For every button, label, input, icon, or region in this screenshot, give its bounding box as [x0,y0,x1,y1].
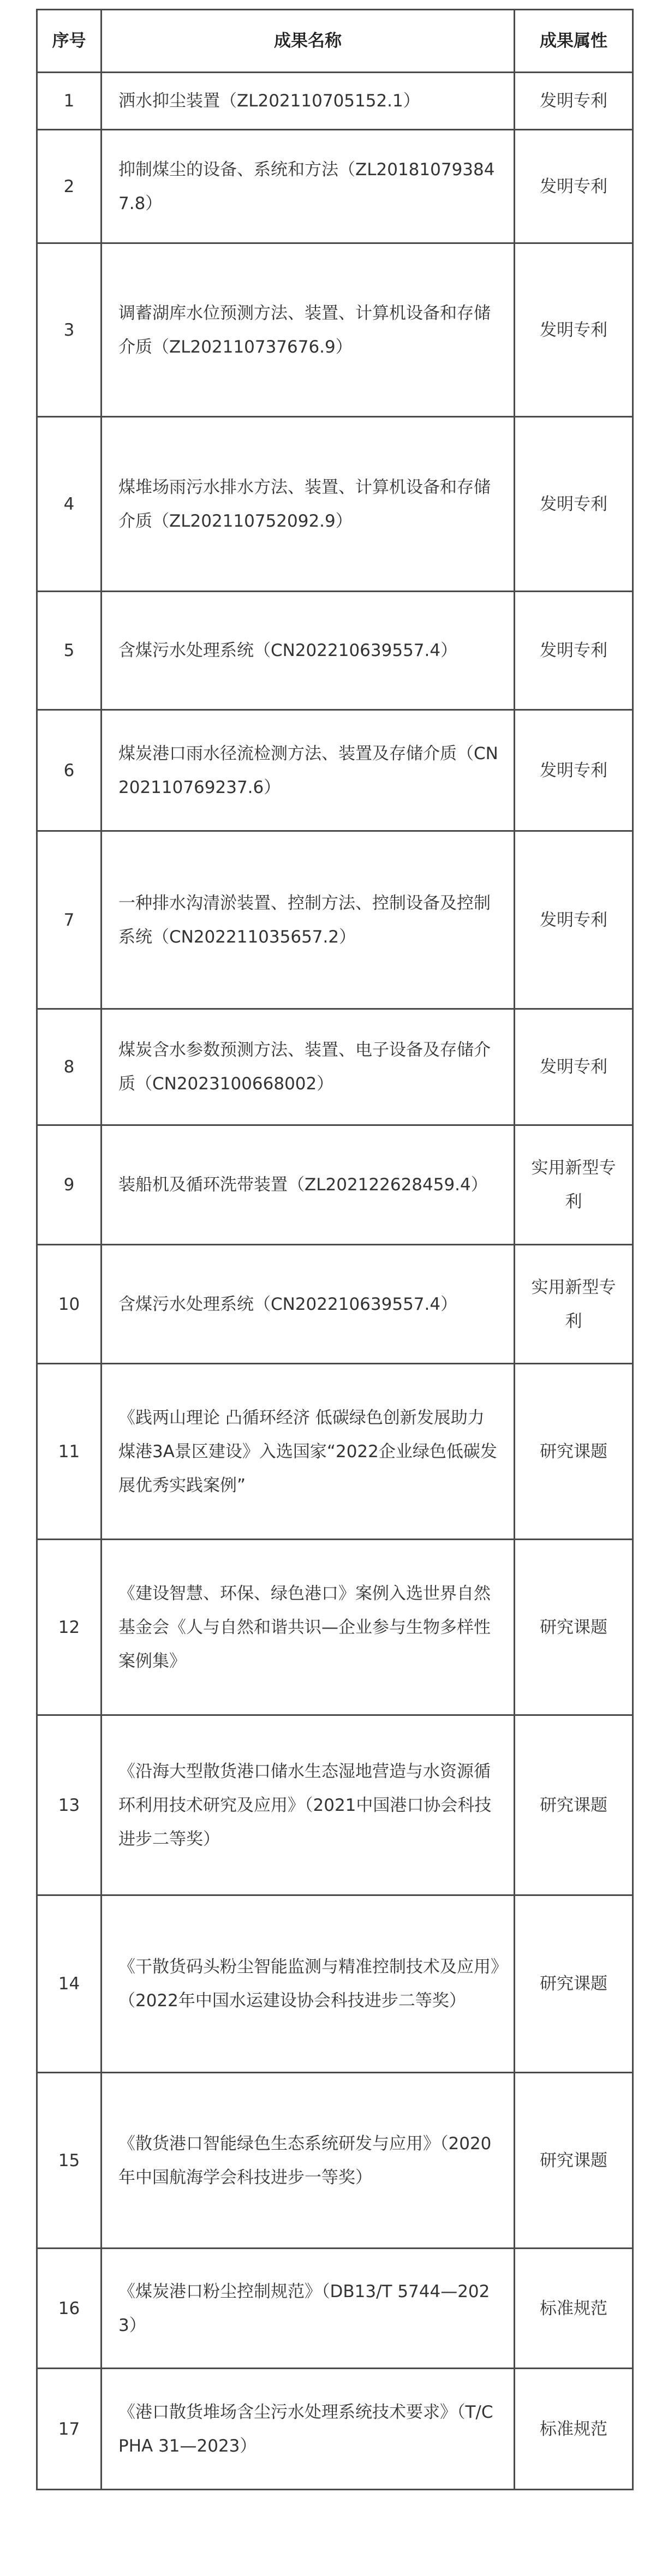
table-row [37,2369,633,2490]
row-index: 2 [37,130,102,243]
row-index: 7 [37,831,102,1009]
table-row [37,243,633,417]
row-name: 含煤污水处理系统（CN202210639557.4） [102,1245,515,1364]
row-name: 调蓄湖库水位预测方法、装置、计算机设备和存储介质（ZL202110737676.9） [102,243,515,417]
row-name: 《散货港口智能绿色生态系统研发与应用》（2020年中国航海学会科技进步一等奖） [102,2073,515,2249]
row-attribute: 实用新型专利 [515,1125,633,1245]
row-name: 一种排水沟清淤装置、控制方法、控制设备及控制系统（CN202211035657.2） [102,831,515,1009]
row-attribute: 研究课题 [515,2073,633,2249]
table-row [37,592,633,710]
row-index: 9 [37,1125,102,1245]
row-attribute: 标准规范 [515,2249,633,2369]
table-row [37,1125,633,1245]
row-index: 14 [37,1895,102,2073]
achievements-table-container [36,9,632,2490]
row-attribute: 实用新型专利 [515,1245,633,1364]
table-row [37,1715,633,1895]
row-attribute: 发明专利 [515,73,633,130]
row-attribute: 发明专利 [515,130,633,243]
header-index: 序号 [37,10,102,73]
row-name: 煤炭含水参数预测方法、装置、电子设备及存储介质（CN2023100668002） [102,1009,515,1125]
row-attribute: 发明专利 [515,592,633,710]
table-row [37,130,633,243]
row-attribute: 发明专利 [515,710,633,831]
row-name: 抑制煤尘的设备、系统和方法（ZL201810793847.8） [102,130,515,243]
row-index: 16 [37,2249,102,2369]
row-attribute: 发明专利 [515,243,633,417]
table-row [37,2249,633,2369]
table-row [37,2073,633,2249]
row-index: 4 [37,417,102,592]
row-attribute: 发明专利 [515,417,633,592]
row-index: 13 [37,1715,102,1895]
table-header-row [37,10,633,73]
row-index: 6 [37,710,102,831]
table-row [37,710,633,831]
row-name: 《港口散货堆场含尘污水处理系统技术要求》（T/CPHA 31—2023） [102,2369,515,2490]
row-name: 煤炭港口雨水径流检测方法、装置及存储介质（CN202110769237.6） [102,710,515,831]
table-row [37,1245,633,1364]
header-attribute: 成果属性 [515,10,633,73]
row-name: 含煤污水处理系统（CN202210639557.4） [102,592,515,710]
row-name: 《干散货码头粉尘智能监测与精准控制技术及应用》（2022年中国水运建设协会科技进步二等奖） [102,1895,515,2073]
row-attribute: 研究课题 [515,1715,633,1895]
table-row [37,1540,633,1715]
table-row [37,831,633,1009]
row-attribute: 发明专利 [515,1009,633,1125]
table-row [37,1364,633,1540]
row-index: 11 [37,1364,102,1540]
table-row [37,417,633,592]
row-name: 煤堆场雨污水排水方法、装置、计算机设备和存储介质（ZL202110752092.9） [102,417,515,592]
row-index: 1 [37,73,102,130]
row-index: 12 [37,1540,102,1715]
row-attribute: 研究课题 [515,1364,633,1540]
row-index: 15 [37,2073,102,2249]
row-index: 5 [37,592,102,710]
row-attribute: 发明专利 [515,831,633,1009]
row-attribute: 研究课题 [515,1540,633,1715]
row-name: 《煤炭港口粉尘控制规范》（DB13/T 5744—2023） [102,2249,515,2369]
row-attribute: 标准规范 [515,2369,633,2490]
row-name: 装船机及循环洗带装置（ZL202122628459.4） [102,1125,515,1245]
row-index: 10 [37,1245,102,1364]
row-name: 《建设智慧、环保、绿色港口》案例入选世界自然基金会《人与自然和谐共识—企业参与生物多样性案例集》 [102,1540,515,1715]
row-name: 《沿海大型散货港口储水生态湿地营造与水资源循环利用技术研究及应用》（2021中国港口协会科技进步二等奖） [102,1715,515,1895]
row-index: 17 [37,2369,102,2490]
row-name: 《践两山理论 凸循环经济 低碳绿色创新发展助力煤港3A景区建设》入选国家“2022企业绿色低碳发展优秀实践案例” [102,1364,515,1540]
row-index: 3 [37,243,102,417]
table-row [37,1895,633,2073]
row-attribute: 研究课题 [515,1895,633,2073]
row-index: 8 [37,1009,102,1125]
table-row [37,73,633,130]
row-name: 洒水抑尘装置（ZL202110705152.1） [102,73,515,130]
header-name: 成果名称 [102,10,515,73]
achievements-table [36,9,634,2490]
table-row [37,1009,633,1125]
